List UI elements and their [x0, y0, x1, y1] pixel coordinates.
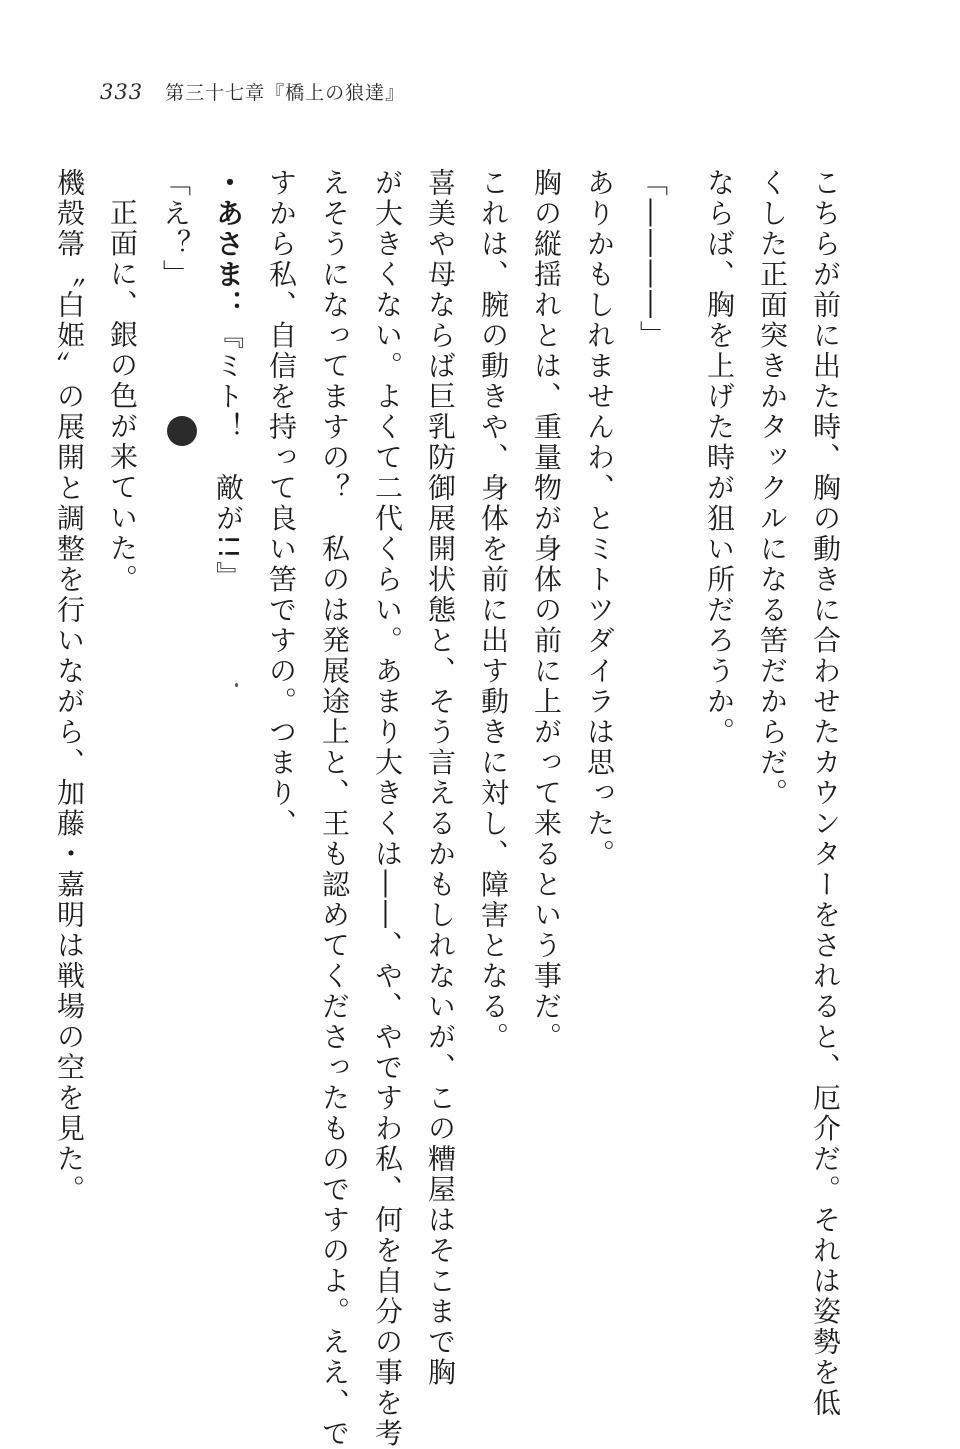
- vertical-body-text: [43, 168, 852, 1449]
- text-column: ありかもしれませんわ、とミトツダイラは思った。: [583, 168, 616, 870]
- text-column: こちらが前に出た時、胸の動きに合わせたカウンターをされると、厄介だ。それは姿勢を低: [809, 168, 842, 1419]
- text-column: くした正面突きかタックルになる筈だからだ。: [756, 168, 789, 809]
- speaker-label: ・あさま：: [212, 168, 245, 321]
- page-number: 333: [100, 80, 144, 104]
- text-column: 胸の縦揺れとは、重量物が身体の前に上がって来るという事だ。: [530, 168, 563, 1053]
- text-column: 「――――」: [636, 168, 669, 351]
- text-column: ならば、胸を上げた時が狙い所だろうか。: [703, 168, 736, 748]
- text-column: これは、腕の動きや、身体を前に出す動きに対し、障害となる。: [477, 168, 510, 1053]
- text-column: 正面に、銀の色が来ていた。: [106, 198, 139, 595]
- dialogue-column: ・あさま：『ミト！ 敵が!!』: [212, 168, 245, 592]
- running-head: [100, 78, 405, 108]
- section-break-dot: [167, 416, 197, 446]
- chapter-title: 第三十七章『橋上の狼達』: [165, 82, 406, 104]
- text-column: 喜美や母ならば巨乳防御展開状態と、そう言えるかもしれないが、この糟屋はそこまで胸: [424, 168, 457, 1388]
- print-speck: [235, 683, 238, 687]
- text-column: 「え？」: [159, 168, 192, 290]
- text-column: えそうになってますの？ 私のは発展途上と、王も認めてくださったものですのよ。ええ、で: [318, 168, 351, 1449]
- text-column: 機殻箒〝白姫〟の展開と調整を行いながら、加藤・嘉明は戦場の空を見た。: [53, 168, 86, 1205]
- text-column: すから私、自信を持って良い筈ですの。つまり、: [265, 168, 298, 839]
- text-column: が大きくない。よくて二代くらい。あまり大きくは――、や、やですわ私、何を自分の事を考: [371, 168, 404, 1449]
